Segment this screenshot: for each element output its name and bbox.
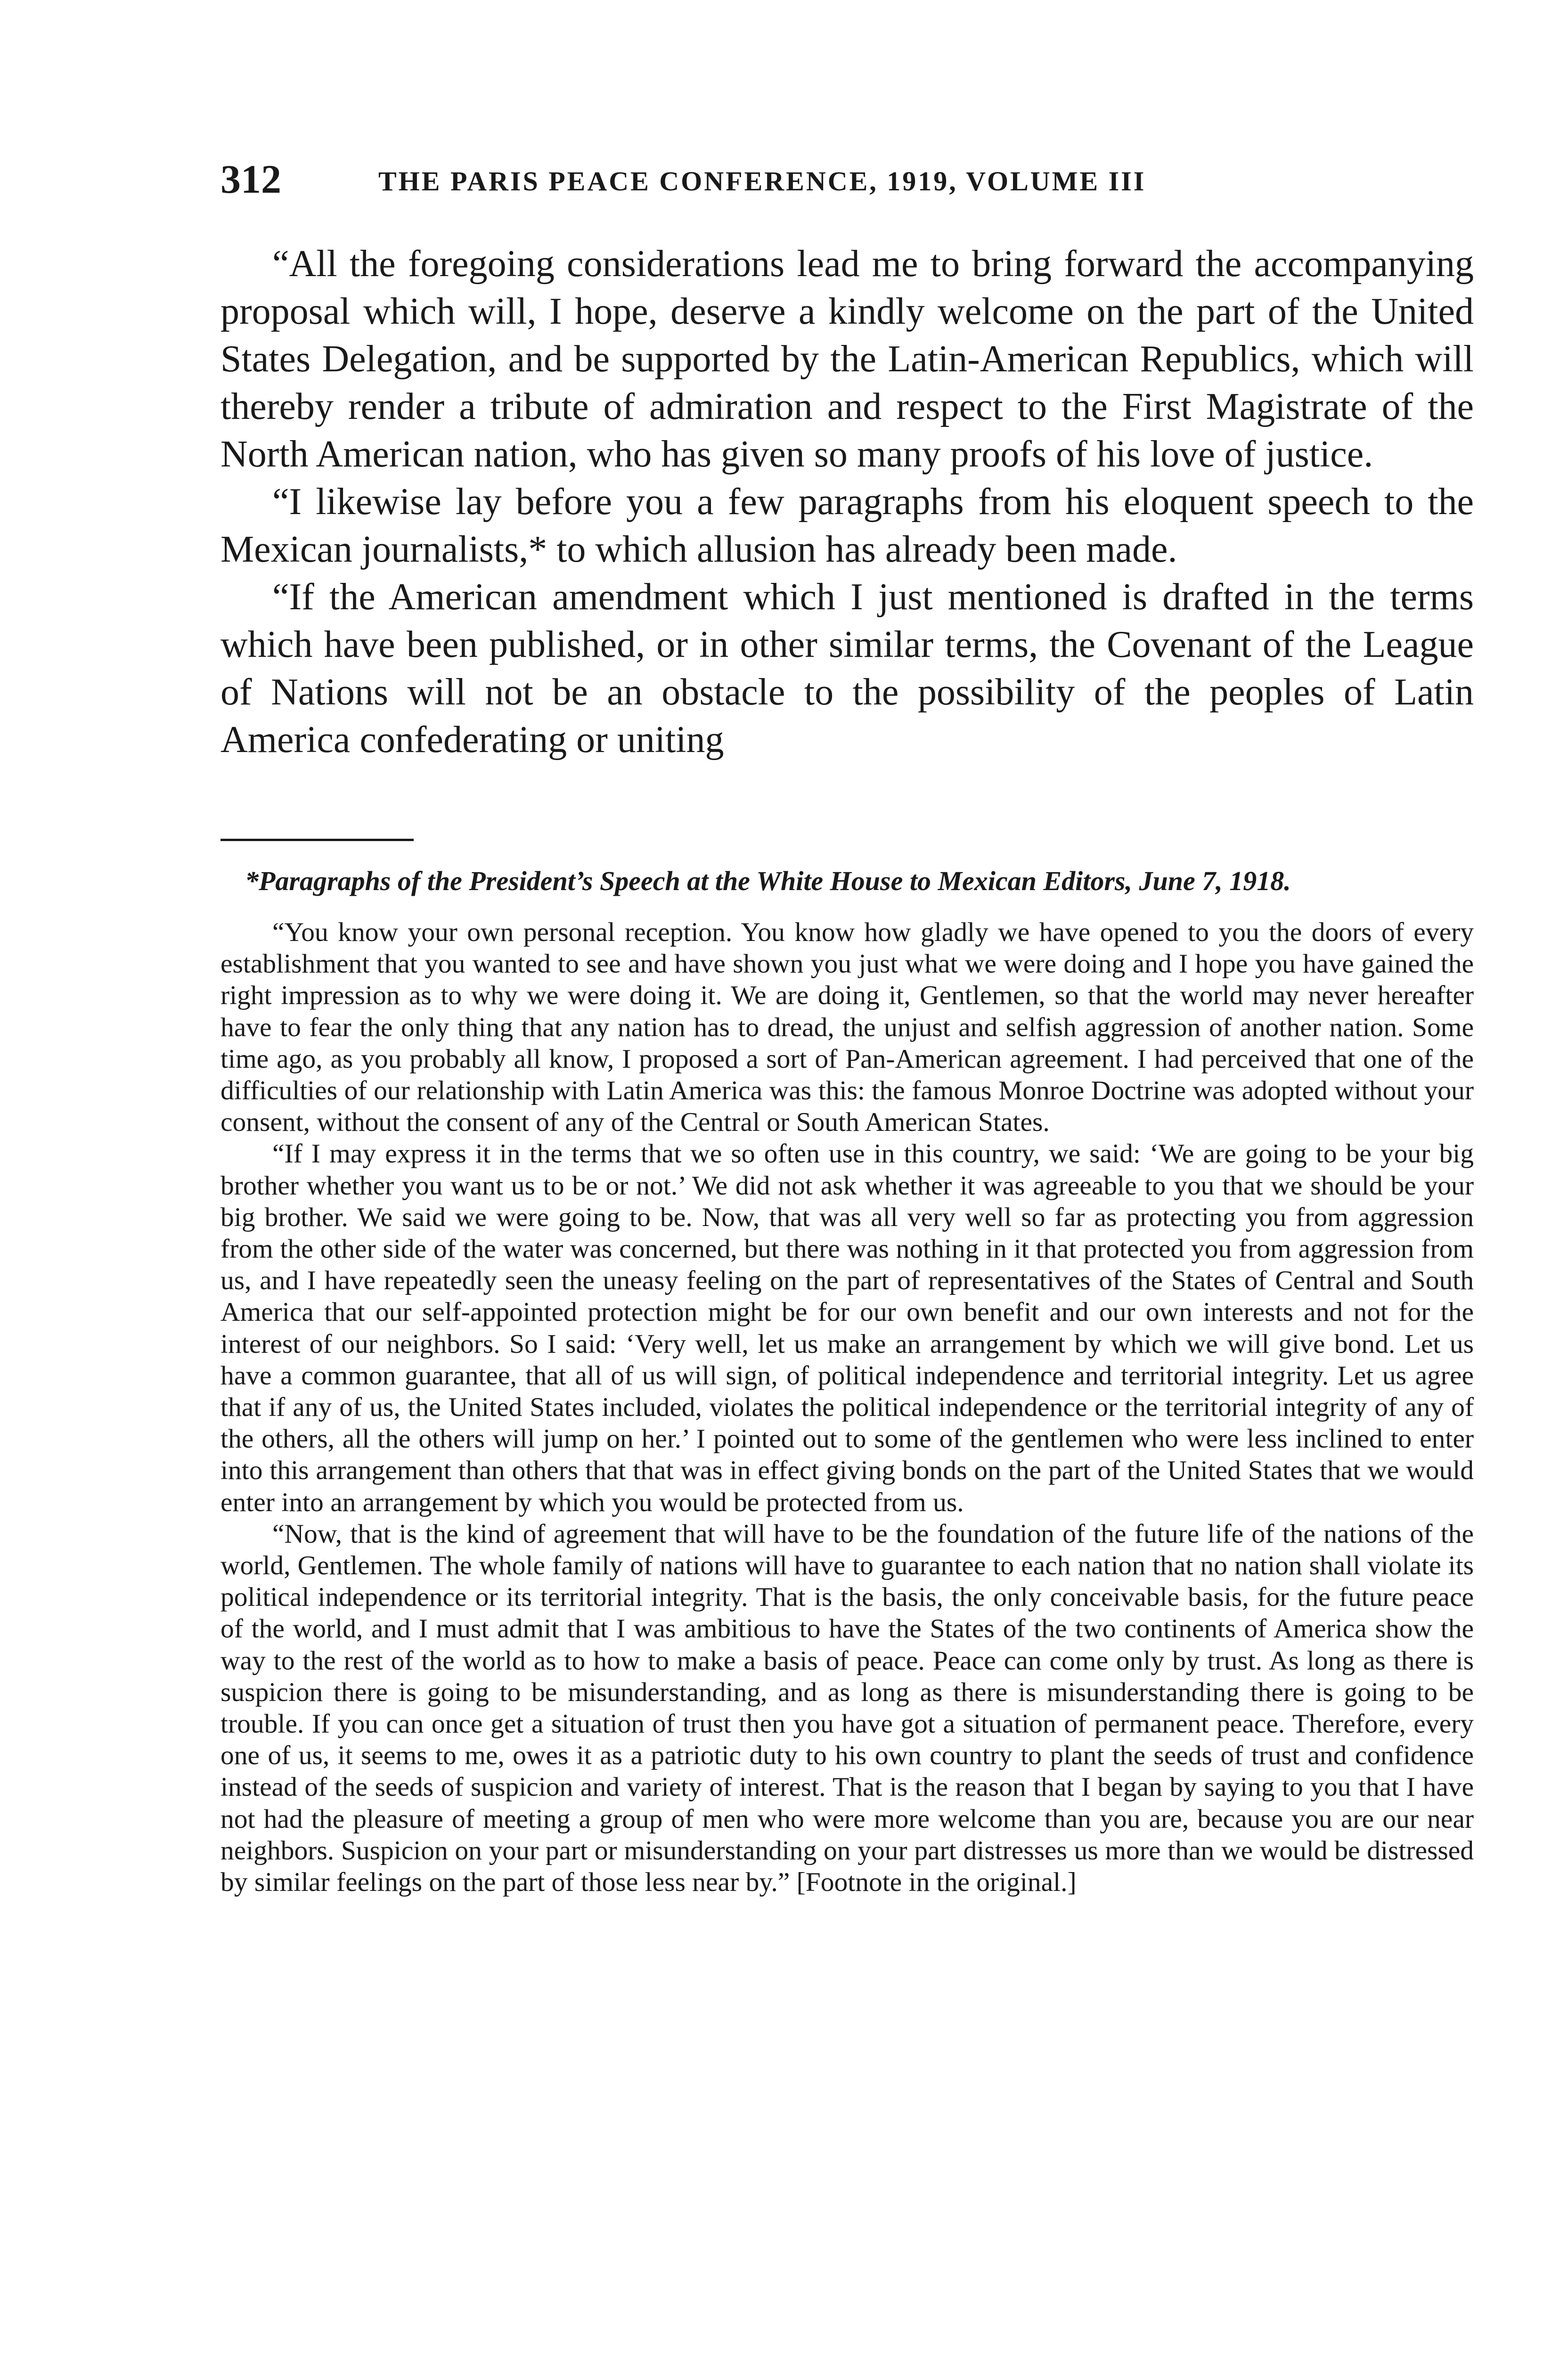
footnote-paragraph: “You know your own personal reception. You know how gladly we have opened to you the doors of every establishment that you wanted to see and have shown you just what we were doing and I hope you have gained the right impression as to why we were doing it. We are doing it, Gentlemen, so that the world may never hereafter have to fear the only thing that any nation has to dread, the unjust and selfish aggression of another nation. Some time ago, as you probably all know, I proposed a sort of Pan-American agreement. I had perceived that one of the difficulties of our relationship with Latin America was this: the famous Monroe Doctrine was adopted without your consent, without the consent of any of the Central or South American States. (220, 917, 1474, 1137)
page-number: 312 (220, 156, 281, 202)
footnote (220, 865, 1474, 1898)
body-paragraph: “I likewise lay before you a few paragraphs from his eloquent speech to the Mexican journalists,* to which allusion has already been made. (220, 481, 1474, 570)
footnote-paragraph: “If I may express it in the terms that we so often use in this country, we said: ‘We are going to be your big brother whether you want us to be or not.’ We did not ask whether it was agreeable to you that we should be your big brother. We said we were going to be. Now, that was all very well so far as protecting you from aggression from the other side of the water was concerned, but there was nothing in it that protected you from aggression from us, and I have repeatedly seen the uneasy feeling on the part of representatives of the States of Central and South America that our self-appointed protection might be for our own benefit and our own interests and not for the interest of our neighbors. So I said: ‘Very well, let us make an arrangement by which we will give bond. Let us have a common guarantee, that all of us will sign, of political independence and territorial integrity. Let us agree that if any of us, the United States included, violates the political independence or the territorial integrity of any of the others, all the others will jump on her.’ I pointed out to some of the gentlemen who were less inclined to enter into this arrangement than others that that was in effect giving bonds on the part of the United States that we would enter into an arrangement by which you would be protected from us. (220, 1139, 1474, 1517)
footnote-heading: *Paragraphs of the President’s Speech at the White House to Mexican Editors, June 7, 1918. (245, 866, 1291, 896)
main-text (220, 240, 1474, 764)
footnote-divider (220, 839, 414, 841)
page-header (220, 155, 1474, 207)
footnote-paragraph: “Now, that is the kind of agreement that will have to be the foundation of the future life of the nations of the world, Gentlemen. The whole family of nations will have to guarantee to each nation that no nation shall violate its political independence or its territorial integrity. That is the basis, the only conceivable basis, for the future peace of the world, and I must admit that I was ambitious to have the States of the two continents of America show the way to the rest of the world as to how to make a basis of peace. Peace can come only by trust. As long as there is suspicion there is going to be misunderstanding, and as long as there is misunderstanding there is going to be trouble. If you can once get a situation of trust then you have got a situation of permanent peace. Therefore, every one of us, it seems to me, owes it as a patriotic duty to his own country to plant the seeds of trust and confidence instead of the seeds of suspicion and variety of interest. That is the reason that I began by saying to you that I have not had the pleasure of meeting a group of men who were more welcome than you are, because you are our near neighbors. Suspicion on your part or misunderstanding on your part distresses us more than we would be distressed by similar feelings on the part of those less near by.” [Footnote in the original.] (220, 1519, 1474, 1898)
body-paragraph: “All the foregoing considerations lead me to bring forward the accompanying proposal which will, I hope, deserve a kindly welcome on the part of the United States Delegation, and be supported by the Latin-American Republics, which will thereby render a tribute of admiration and respect to the First Magistrate of the North American nation, who has given so many proofs of his love of justice. (220, 243, 1474, 475)
running-title: THE PARIS PEACE CONFERENCE, 1919, VOLUME III (378, 166, 1146, 196)
body-paragraph: “If the American amendment which I just mentioned is drafted in the terms which have been published, or in other similar terms, the Covenant of the League of Nations will not be an obstacle to the possibility of the peoples of Latin America confederating or uniting (220, 576, 1474, 761)
